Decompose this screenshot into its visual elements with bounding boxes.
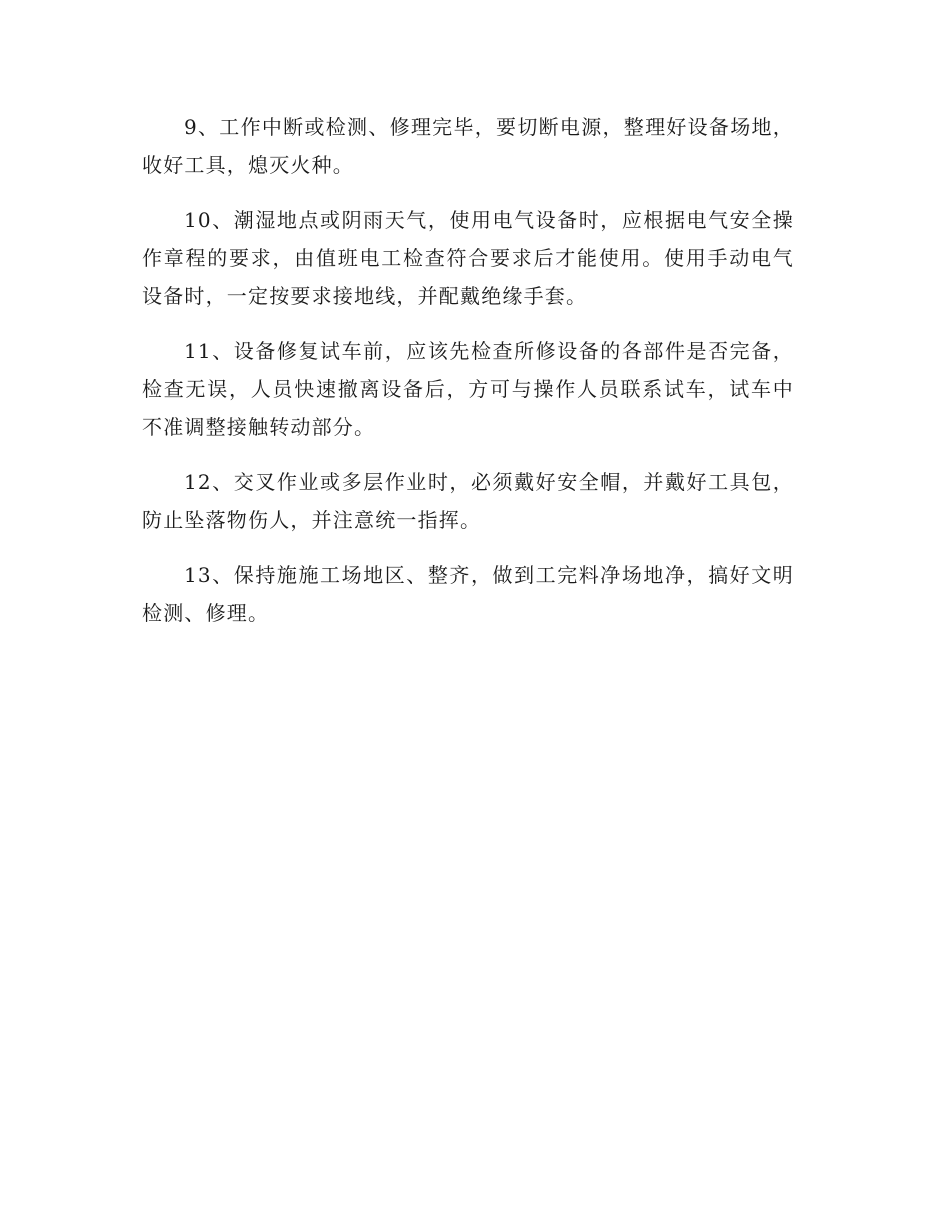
- paragraph-10: 10、潮湿地点或阴雨天气，使用电气设备时，应根据电气安全操作章程的要求，由值班电工检查符合要求后才能使用。使用手动电气设备时，一定按要求接地线，并配戴绝缘手套。: [142, 208, 794, 308]
- paragraph-13: 13、保持施施工场地区、整齐，做到工完料净场地净，搞好文明检测、修理。: [142, 563, 794, 625]
- paragraph-11: 11、设备修复试车前，应该先检查所修设备的各部件是否完备，检查无误，人员快速撤离设备后，方可与操作人员联系试车，试车中不准调整接触转动部分。: [142, 339, 794, 439]
- paragraph-9: 9、工作中断或检测、修理完毕，要切断电源，整理好设备场地，收好工具，熄灭火种。: [142, 115, 794, 177]
- paragraph-12: 12、交叉作业或多层作业时，必须戴好安全帽，并戴好工具包，防止坠落物伤人，并注意统一指挥。: [142, 470, 794, 532]
- document-body: [142, 108, 794, 649]
